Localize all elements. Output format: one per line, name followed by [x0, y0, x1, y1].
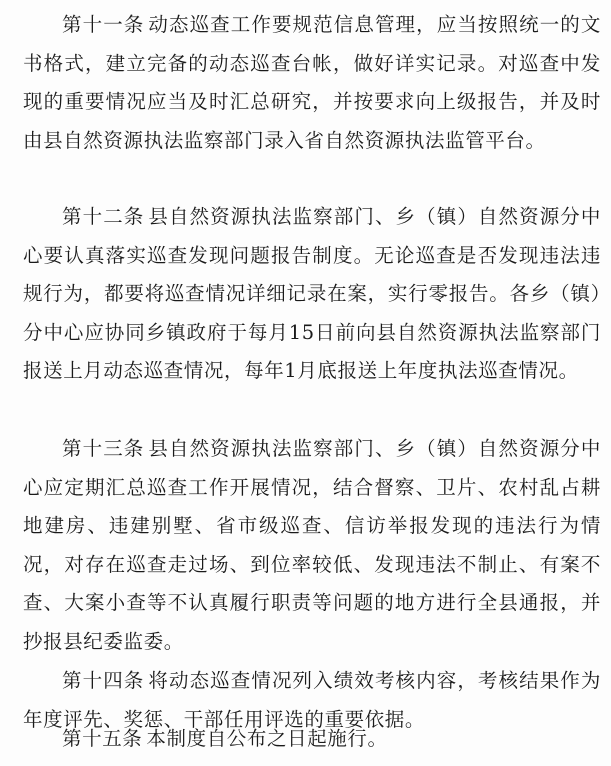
- article-11-paragraph: [23, 6, 601, 160]
- article-15-heading: 第十五条: [62, 727, 143, 750]
- article-15-paragraph: [23, 720, 601, 759]
- article-12-text: 县自然资源执法监察部门、乡（镇）自然资源分中心要认真落实巡查发现问题报告制度。无论巡查是否发现违法违规行为，都要将巡查情况详细记录在案，实行零报告。各乡（镇）分中心应协同乡镇政府于每月15日前向县自然资源执法监察部门报送上月动态巡查情况，每年1月底报送上年度执法巡查情况。: [23, 205, 601, 383]
- article-12-heading: 第十二条: [62, 205, 145, 228]
- article-12-paragraph: [23, 198, 601, 391]
- article-14-heading: 第十四条: [62, 669, 145, 692]
- article-13-text: 县自然资源执法监察部门、乡（镇）自然资源分中心应定期汇总巡查工作开展情况，结合督察、卫片、农村乱占耕地建房、违建别墅、省市级巡查、信访举报发现的违法行为情况，对存在巡查走过场、到位率较低、发现违法不制止、有案不查、大案小查等不认真履行职责等问题的地方进行全县通报，并抄报县纪委监委。: [23, 437, 601, 653]
- article-14-text: 将动态巡查情况列入绩效考核内容，考核结果作为年度评先、奖惩、干部任用评选的重要依据。: [23, 669, 601, 731]
- article-11-text: 动态巡查工作要规范信息管理，应当按照统一的文书格式，建立完备的动态巡查台帐，做好详实记录。对巡查中发现的重要情况应当及时汇总研究，并按要求向上级报告，并及时由县自然资源执法监察部门录入省自然资源执法监管平台。: [23, 13, 601, 152]
- article-13-heading: 第十三条: [62, 437, 145, 460]
- article-11-heading: 第十一条: [62, 13, 145, 36]
- article-15-text: 本制度自公布之日起施行。: [146, 727, 388, 750]
- article-13-paragraph: [23, 430, 601, 662]
